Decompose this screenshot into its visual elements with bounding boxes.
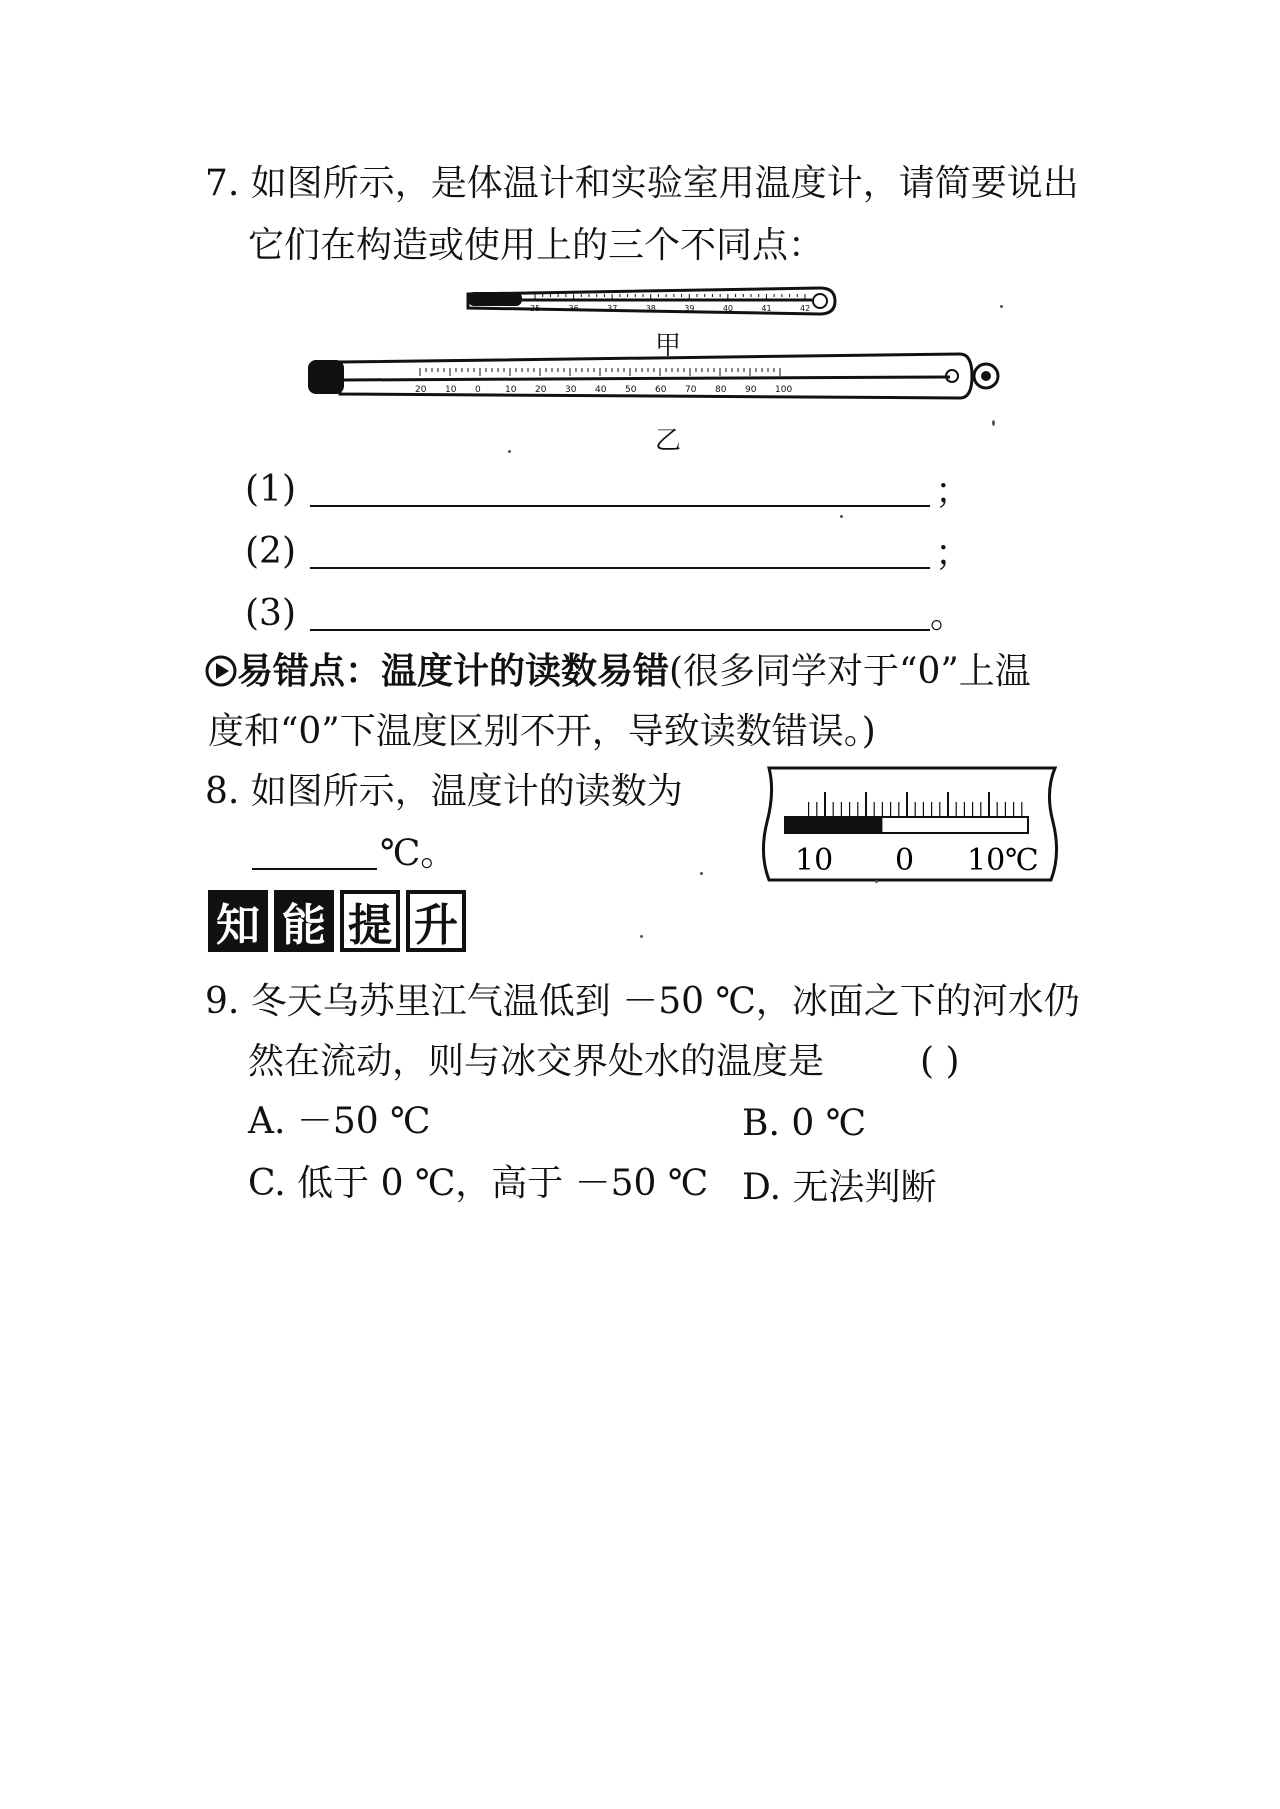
lab-scale-label: 10 — [445, 385, 457, 395]
q9-option-d[interactable]: D. 无法判断 — [742, 1167, 937, 1208]
lab-scale-label: 30 — [565, 385, 577, 395]
tip-title: 易错点：温度计的读数易错 — [237, 651, 670, 692]
lab-scale-label: 20 — [415, 385, 427, 395]
scan-speck — [992, 420, 995, 426]
clinical-scale-label: 40 — [722, 304, 734, 313]
blank-3-end: 。 — [930, 595, 967, 636]
figure-label-jia: 甲 — [655, 331, 682, 361]
lab-scale-label: 40 — [595, 385, 607, 395]
scan-speck — [640, 935, 643, 938]
lab-scale-label: 50 — [625, 385, 637, 395]
lab-scale-label: 100 — [775, 385, 793, 395]
clinical-scale-label: 42 — [800, 304, 811, 313]
figure-label-yi: 乙 — [655, 426, 682, 456]
q8-stem: 8. 如图所示，温度计的读数为 — [205, 771, 683, 812]
section-badge — [208, 890, 472, 952]
clinical-scale-label: 36 — [568, 304, 579, 313]
blank-3-label: (3) — [245, 593, 296, 634]
q7-stem-line2: 它们在构造或使用上的三个不同点： — [248, 225, 825, 266]
q9-option-a[interactable]: A. －50 ℃ — [248, 1101, 431, 1142]
play-arrow-icon — [205, 655, 237, 687]
lab-scale-label: 60 — [655, 385, 667, 395]
q8-scale-label-mid: 0 — [895, 843, 915, 878]
blank-1-end: ； — [935, 471, 972, 512]
tip-rest: (很多同学对于“0”上温 — [669, 651, 1031, 692]
clinical-scale-label: 38 — [645, 304, 656, 313]
q8-thermometer — [755, 762, 1065, 887]
tip-line2: 度和“0”下温度区别不开，导致读数错误。) — [208, 711, 876, 752]
q9-option-b[interactable]: B. 0 ℃ — [742, 1103, 866, 1144]
q9-answer-bracket[interactable]: ( ) — [920, 1041, 960, 1082]
q7-stem-line1: 7. 如图所示，是体温计和实验室用温度计，请简要说出 — [205, 163, 1079, 204]
clinical-scale-label: 35 — [530, 304, 541, 313]
lab-scale-label: 90 — [745, 385, 757, 395]
blank-2-label: (2) — [245, 531, 296, 572]
q8-unit: ℃。 — [380, 833, 457, 874]
blank-2-line[interactable] — [310, 567, 930, 569]
q8-answer-blank[interactable] — [252, 868, 377, 870]
q8-liquid-column — [785, 817, 882, 833]
q8-scale-label-right: 10℃ — [967, 843, 1039, 878]
lab-scale-label: 80 — [715, 385, 727, 395]
scan-speck — [875, 880, 878, 883]
clinical-scale-label: 37 — [607, 304, 618, 313]
scan-speck — [1000, 305, 1003, 308]
scan-speck — [840, 515, 843, 518]
scan-speck — [700, 872, 703, 875]
clinical-scale-label: 41 — [761, 304, 772, 313]
q8-scale-label-left: 10 — [795, 843, 834, 878]
blank-3-line[interactable] — [310, 629, 930, 631]
q9-stem-line1: 9. 冬天乌苏里江气温低到 －50 ℃，冰面之下的河水仍 — [205, 981, 1080, 1022]
blank-1-label: (1) — [245, 469, 296, 510]
clinical-thermometer — [468, 288, 835, 314]
clinical-scale-label: 39 — [684, 304, 695, 313]
lab-scale-label: 0 — [475, 385, 481, 395]
lab-scale-label: 20 — [535, 385, 547, 395]
blank-2-end: ； — [935, 533, 972, 574]
lab-scale-label: 10 — [505, 385, 517, 395]
blank-1-line[interactable] — [310, 505, 930, 507]
tip-line1 — [205, 650, 1031, 694]
lab-thermometer — [308, 354, 998, 398]
badge-char-2: 能 — [274, 890, 334, 952]
q9-stem-line2: 然在流动，则与冰交界处水的温度是 — [248, 1041, 825, 1082]
badge-char-3: 提 — [340, 890, 400, 952]
q9-option-c[interactable]: C. 低于 0 ℃，高于 －50 ℃ — [248, 1163, 709, 1204]
lab-scale-label: 70 — [685, 385, 697, 395]
scan-speck — [508, 450, 511, 453]
badge-char-4: 升 — [406, 890, 466, 952]
badge-char-1: 知 — [208, 890, 268, 952]
